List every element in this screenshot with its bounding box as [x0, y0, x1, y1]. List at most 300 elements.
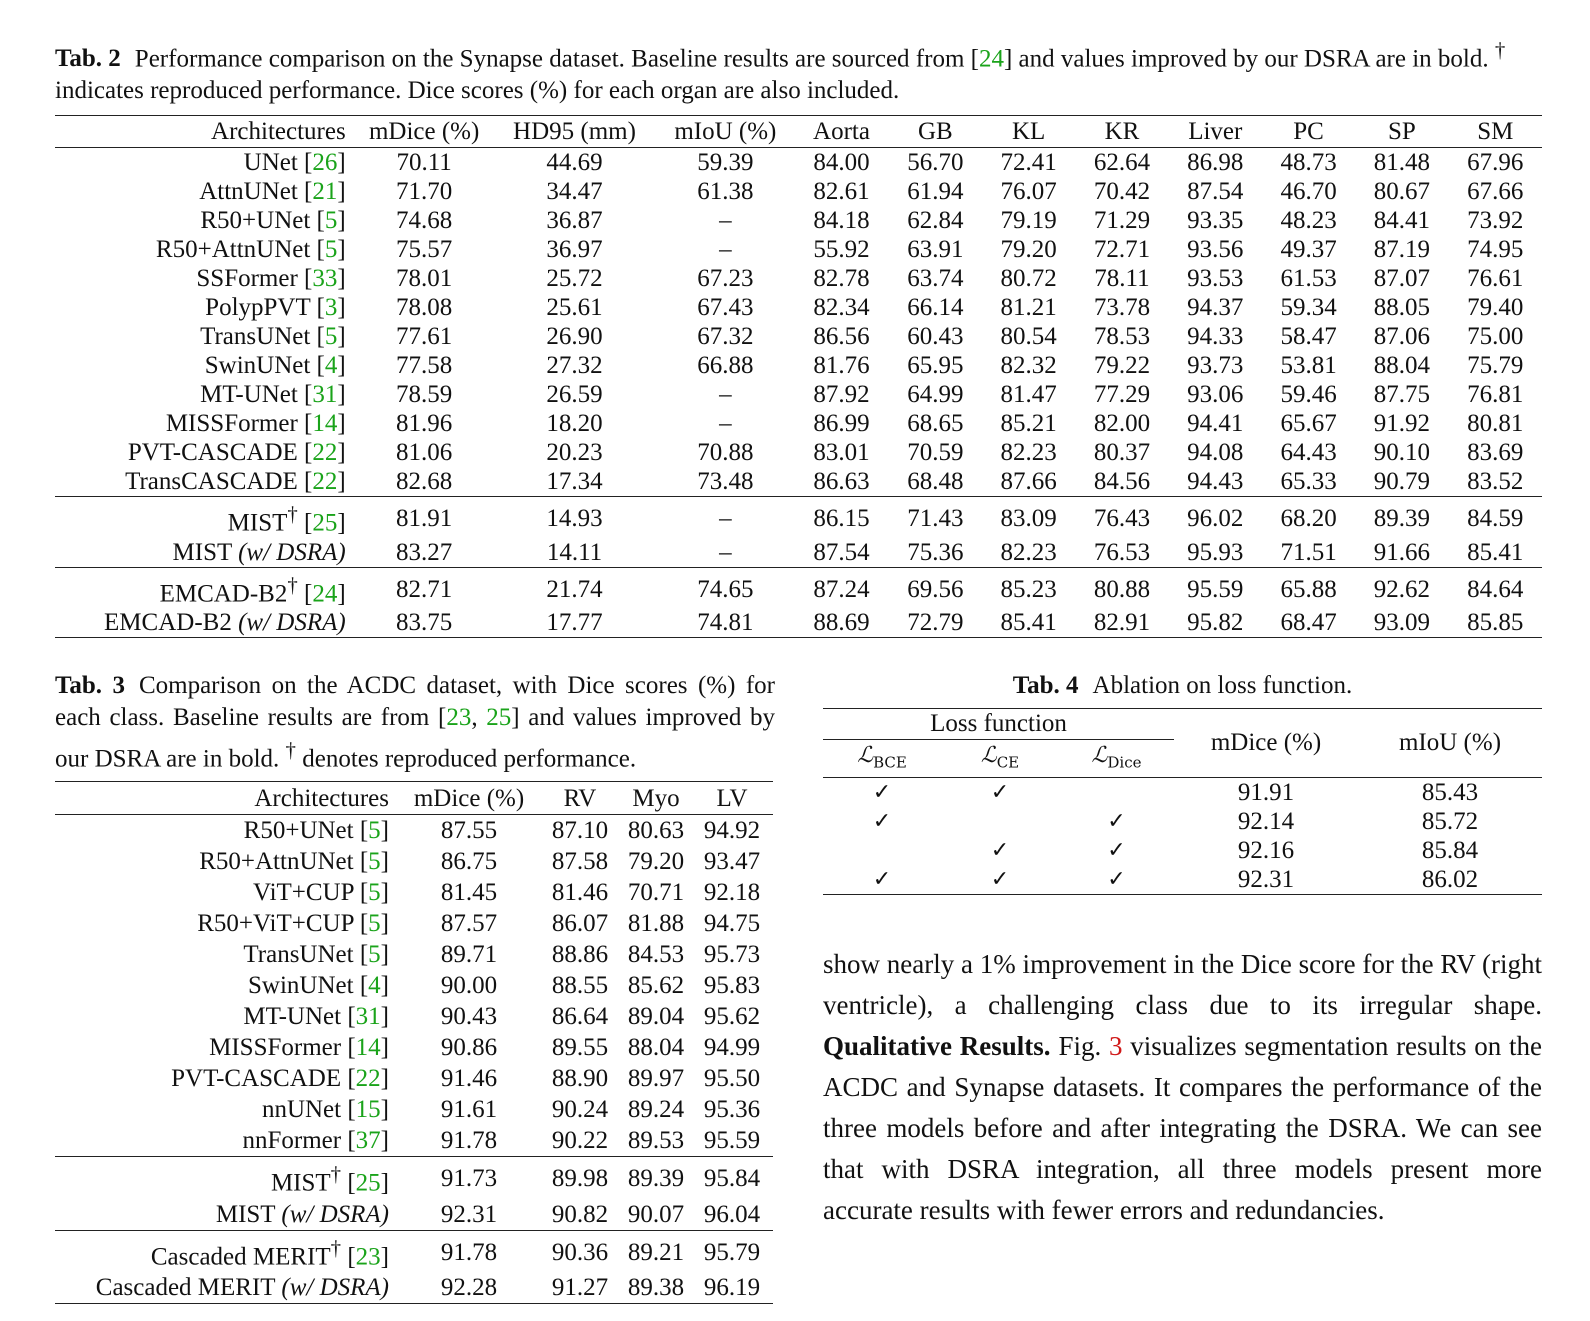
citation-link[interactable]: 23 [355, 1242, 381, 1270]
table-cell: 85.23 [982, 567, 1075, 608]
table-cell: 89.24 [627, 1096, 685, 1124]
table-cell: 90.86 [440, 1034, 498, 1062]
table-row-reproduced [55, 567, 1542, 608]
check-icon: ✓ [872, 809, 892, 835]
citation-link[interactable]: 15 [355, 1096, 381, 1124]
column-header: mDice (%) [356, 116, 493, 148]
architecture-name: ViT+CUP [5] [253, 879, 389, 907]
citation-link[interactable]: 5 [368, 817, 381, 845]
table-cell: 56.70 [907, 149, 964, 177]
table-row [823, 778, 1542, 808]
architecture-name: MIST (w/ DSRA) [215, 1200, 389, 1228]
table-cell: 84.00 [813, 149, 870, 177]
table-cell: 68.65 [907, 410, 964, 438]
table-cell: 91.61 [440, 1096, 498, 1124]
table-cell: 90.00 [440, 972, 498, 1000]
citation-link[interactable]: 26 [312, 149, 338, 177]
table-cell: 75.57 [396, 236, 453, 264]
table-cell: 67.66 [1467, 178, 1524, 206]
table-cell: 60.43 [907, 323, 964, 351]
table-cell: 68.47 [1262, 608, 1355, 638]
table-cell: 81.21 [1000, 294, 1057, 322]
table-cell: 61.53 [1280, 265, 1337, 293]
table-cell: 80.54 [1000, 323, 1057, 351]
architecture-name: MISSFormer [14] [165, 410, 346, 438]
table-cell: 70.71 [627, 879, 685, 907]
table-cell: 93.53 [1187, 265, 1244, 293]
column-header: Architectures [55, 116, 356, 148]
mdice-header: mDice (%) [1174, 709, 1358, 778]
table-cell: 83.01 [813, 439, 870, 467]
table-cell: 73.48 [697, 468, 754, 496]
table-cell: 81.88 [627, 910, 685, 938]
citation-link[interactable]: 14 [312, 410, 338, 438]
table-cell: 88.86 [551, 941, 609, 969]
empty-cell [1059, 778, 1174, 808]
table-row [55, 177, 1542, 206]
table-cell: 82.61 [813, 178, 870, 206]
architecture-name: TransCASCADE [22] [125, 468, 346, 496]
table-row-reproduced [55, 1230, 773, 1272]
architecture-name: Cascaded MERIT† [23] [55, 1230, 399, 1272]
table-cell: 91.78 [440, 1127, 498, 1155]
table-cell: 80.72 [1000, 265, 1057, 293]
table-cell: 89.71 [440, 941, 498, 969]
citation-link[interactable]: 5 [368, 879, 381, 907]
table-cell: 78.53 [1093, 323, 1151, 351]
table-cell: 59.46 [1280, 381, 1337, 409]
table-cell: 79.22 [1093, 352, 1151, 380]
table-cell: 84.18 [813, 207, 870, 235]
citation-link[interactable]: 4 [368, 972, 381, 1000]
citation-link[interactable]: 22 [355, 1065, 381, 1093]
table-cell: 95.59 [1169, 567, 1262, 608]
table-cell: 49.37 [1280, 236, 1337, 264]
column-header: Architectures [55, 782, 399, 815]
table-3-caption: Tab. 3 Comparison on the ACDC dataset, with Dice scores (%) for each class. Baseline results are from [23, 25] and values improved by our DSRA are in bold. † denotes reproduced performance. [55, 672, 775, 773]
column-header: RV [539, 782, 621, 815]
table-cell: 90.07 [627, 1200, 685, 1228]
table-cell: 94.92 [703, 817, 761, 845]
table-cell: 89.39 [621, 1157, 691, 1199]
table-cell: 96.02 [1169, 497, 1262, 538]
table-row [55, 1125, 773, 1157]
table-cell: 65.33 [1280, 468, 1337, 496]
table-cell: 82.32 [1000, 352, 1057, 380]
table-cell: 95.50 [703, 1065, 761, 1093]
table-cell: 91.78 [399, 1230, 539, 1272]
table-cell: 48.73 [1280, 149, 1337, 177]
table-row-ours [55, 538, 1542, 568]
column-header: KR [1075, 116, 1168, 148]
table-row [55, 1094, 773, 1125]
check-icon: ✓ [990, 780, 1010, 806]
table-cell: 67.96 [1467, 149, 1524, 177]
citation-link[interactable]: 22 [312, 439, 338, 467]
architecture-name: MIST† [25] [55, 1157, 399, 1199]
table-row [55, 235, 1542, 264]
architecture-name: nnFormer [37] [242, 1127, 389, 1155]
table-cell: 88.55 [551, 972, 609, 1000]
loss-function-header: Loss function [823, 709, 1174, 740]
table-cell: 76.07 [1000, 178, 1057, 206]
table-cell: 59.34 [1280, 294, 1337, 322]
table-cell: 73.78 [1093, 294, 1151, 322]
check-icon: ✓ [823, 865, 941, 895]
table-4 [823, 670, 1542, 895]
table-cell: 86.99 [813, 410, 870, 438]
citation-link[interactable]: 24 [312, 579, 338, 607]
table-cell: 95.36 [703, 1096, 761, 1124]
table-cell: 80.37 [1093, 439, 1151, 467]
table-cell: 76.43 [1075, 497, 1168, 538]
table-cell: 53.81 [1280, 352, 1337, 380]
architecture-name: AttnUNet [21] [199, 178, 346, 206]
table-cell: 91.92 [1373, 410, 1431, 438]
table-cell: 95.59 [703, 1127, 761, 1155]
table-cell: 25.72 [546, 265, 603, 293]
table-cell: 82.23 [1000, 439, 1057, 467]
table-cell: 26.90 [546, 323, 603, 351]
table-cell: 86.56 [813, 323, 870, 351]
acdc-results-table [55, 781, 773, 1304]
table-cell: – [719, 207, 732, 235]
citation-link[interactable]: 14 [355, 1034, 381, 1062]
table-cell: 81.96 [396, 410, 453, 438]
table-cell: 95.73 [703, 941, 761, 969]
table-4-caption: Tab. 4 Ablation on loss function. [1012, 672, 1353, 699]
table-cell: 70.11 [396, 149, 452, 177]
miou-cell: 85.43 [1421, 779, 1479, 807]
table-row [55, 380, 1542, 409]
table-row-ours [55, 1272, 773, 1304]
table-cell: 84.56 [1093, 468, 1151, 496]
table-cell: 95.93 [1187, 538, 1244, 566]
table-cell: 85.21 [1000, 410, 1057, 438]
column-header: LV [691, 782, 773, 815]
table-cell: 94.33 [1187, 323, 1244, 351]
table-cell: 89.04 [627, 1003, 685, 1031]
table-cell: 55.92 [813, 236, 870, 264]
architecture-name: TransUNet [5] [200, 323, 346, 351]
table-cell: 59.39 [697, 149, 754, 177]
table-cell: 89.39 [1355, 497, 1448, 538]
table-row [55, 1063, 773, 1094]
table-cell: 87.55 [440, 817, 498, 845]
citation-link[interactable]: 5 [368, 910, 381, 938]
architecture-name: EMCAD-B2† [24] [55, 567, 356, 608]
table-cell: 88.04 [1373, 352, 1431, 380]
table-row [55, 293, 1542, 322]
table-cell: 85.41 [1467, 538, 1524, 566]
table-cell: 91.46 [440, 1065, 498, 1093]
table-cell: 88.90 [551, 1065, 609, 1093]
table-row [55, 467, 1542, 497]
table-3-label: Tab. 3 [55, 672, 125, 699]
table-cell: 91.27 [539, 1272, 621, 1304]
table-row [823, 865, 1542, 895]
citation-link[interactable]: 33 [312, 265, 338, 293]
architecture-name: PVT-CASCADE [22] [171, 1065, 389, 1093]
table-cell: 70.42 [1093, 178, 1151, 206]
architecture-name: R50+UNet [5] [243, 817, 389, 845]
citation-link[interactable]: 31 [355, 1003, 381, 1031]
table-cell: – [719, 236, 732, 264]
table-cell: 25.61 [546, 294, 603, 322]
loss-ablation-table [823, 708, 1542, 895]
citation-link[interactable]: 22 [312, 468, 338, 496]
section-heading: Qualitative Results. [823, 1031, 1051, 1061]
table-cell: 91.73 [399, 1157, 539, 1199]
check-icon: ✓ [990, 838, 1010, 864]
table-cell: 68.48 [907, 468, 964, 496]
citation-link[interactable]: 21 [312, 178, 338, 206]
table-row [55, 1001, 773, 1032]
architecture-name: UNet [26] [243, 149, 346, 177]
column-header: Aorta [794, 116, 888, 148]
citation-link[interactable]: 5 [324, 323, 338, 351]
table-3 [55, 670, 775, 1304]
citation-link[interactable]: 23 [446, 704, 472, 731]
citation-link[interactable]: 25 [312, 509, 338, 537]
table-cell: 93.06 [1187, 381, 1244, 409]
table-cell: 63.74 [907, 265, 964, 293]
dagger-mark: † [330, 1235, 342, 1260]
table-cell: 70.88 [697, 439, 754, 467]
table-cell: 93.56 [1187, 236, 1244, 264]
table-cell: 34.47 [546, 178, 603, 206]
table-cell: 73.92 [1467, 207, 1524, 235]
table-cell: 66.88 [697, 352, 754, 380]
table-cell: 82.68 [396, 468, 453, 496]
table-cell: 94.99 [703, 1034, 761, 1062]
architecture-name: MT-UNet [31] [243, 1003, 389, 1031]
citation-link[interactable]: 25 [355, 1169, 381, 1197]
check-icon: ✓ [941, 865, 1059, 895]
table-row [55, 351, 1542, 380]
table-row-reproduced [55, 1157, 773, 1199]
table-2-caption: Tab. 2 Performance comparison on the Synapse dataset. Baseline results are sourced from [24] and values improved by our DSRA are in bold. † indicates reproduced performance. Dice scores (%) for each organ are also included. [55, 38, 1506, 105]
table-cell: 77.61 [396, 323, 453, 351]
table-row [55, 1032, 773, 1063]
table-cell: 84.59 [1449, 497, 1542, 538]
table-cell: 90.22 [551, 1127, 609, 1155]
table-cell: 92.28 [399, 1272, 539, 1304]
table-cell: 18.20 [546, 410, 603, 438]
table-cell: 90.79 [1373, 468, 1431, 496]
table-cell: 78.08 [396, 294, 453, 322]
table-row [55, 322, 1542, 351]
architecture-name: PVT-CASCADE [22] [127, 439, 346, 467]
table-cell: 58.47 [1280, 323, 1337, 351]
table-cell: 86.15 [794, 497, 888, 538]
citation-link[interactable]: 5 [368, 848, 381, 876]
table-cell: 79.40 [1467, 294, 1524, 322]
column-header: Myo [621, 782, 691, 815]
citation-link[interactable]: 31 [312, 381, 338, 409]
table-cell: 92.31 [440, 1200, 498, 1228]
table-row [55, 877, 773, 908]
table-cell: 87.75 [1373, 381, 1431, 409]
table-cell: 95.82 [1169, 608, 1262, 638]
architecture-name: EMCAD-B2 (w/ DSRA) [55, 608, 356, 638]
table-cell: 75.36 [907, 538, 964, 566]
check-icon: ✓ [1107, 838, 1126, 864]
table-cell: 64.99 [907, 381, 964, 409]
table-row [55, 206, 1542, 235]
column-header: mIoU (%) [656, 116, 794, 148]
citation-link[interactable]: 25 [486, 704, 512, 731]
table-cell: – [719, 410, 732, 438]
table-cell: 78.59 [396, 381, 453, 409]
table-cell: 83.69 [1467, 439, 1524, 467]
table-cell: 94.43 [1187, 468, 1244, 496]
table-cell: 94.08 [1187, 439, 1244, 467]
mdice-cell: 92.16 [1237, 837, 1295, 865]
table-cell: 46.70 [1280, 178, 1337, 206]
table-cell: 62.64 [1093, 149, 1151, 177]
table-cell: 87.54 [1187, 178, 1244, 206]
architecture-name: MISSFormer [14] [209, 1034, 389, 1062]
table-cell: 81.06 [396, 439, 453, 467]
table-cell: 20.23 [546, 439, 603, 467]
table-cell: 48.23 [1280, 207, 1337, 235]
loss-symbol-header: ℒ$_{CE}$ [941, 740, 1059, 778]
architecture-name: nnUNet [15] [261, 1096, 389, 1124]
table-cell: 82.91 [1075, 608, 1168, 638]
table-cell: 71.51 [1280, 538, 1337, 566]
table-cell: 85.62 [627, 972, 685, 1000]
dagger-mark: † [287, 502, 298, 527]
architecture-name: Cascaded MERIT (w/ DSRA) [55, 1272, 399, 1304]
table-cell: 76.61 [1467, 265, 1524, 293]
table-header-row [55, 782, 773, 815]
table-cell: 71.43 [889, 497, 982, 538]
table-cell: 81.47 [1000, 381, 1057, 409]
table-cell: 79.20 [1000, 236, 1057, 264]
table-cell: 61.38 [697, 178, 754, 206]
table-cell: 81.48 [1373, 149, 1431, 177]
table-cell: 83.09 [982, 497, 1075, 538]
table-row [55, 409, 1542, 438]
table-cell: 80.88 [1075, 567, 1168, 608]
table-cell: 14.93 [493, 497, 657, 538]
table-cell: 95.79 [691, 1230, 773, 1272]
table-cell: 86.75 [440, 848, 498, 876]
table-cell: 72.41 [1000, 149, 1057, 177]
table-cell: 65.88 [1262, 567, 1355, 608]
table-row [55, 908, 773, 939]
citation-link[interactable]: 5 [324, 236, 338, 264]
column-header: Liver [1169, 116, 1262, 148]
miou-cell: 85.72 [1421, 808, 1479, 836]
table-cell: 27.32 [546, 352, 603, 380]
citation-link[interactable]: 4 [324, 352, 338, 380]
miou-cell: 85.84 [1421, 837, 1479, 865]
table-cell: 90.82 [551, 1200, 609, 1228]
table-row [823, 807, 1542, 836]
table-cell: 93.47 [703, 848, 761, 876]
table-cell: 79.20 [627, 848, 685, 876]
table-cell: 89.97 [627, 1065, 685, 1093]
mdice-cell: 92.14 [1237, 808, 1295, 836]
table-cell: 86.98 [1187, 149, 1244, 177]
table-cell: 71.70 [396, 178, 453, 206]
mdice-cell: 91.91 [1237, 779, 1295, 807]
table-cell: 76.81 [1467, 381, 1524, 409]
table-cell: – [719, 381, 732, 409]
table-cell: 92.62 [1355, 567, 1448, 608]
table-cell: 80.81 [1467, 410, 1524, 438]
table-cell: 86.64 [551, 1003, 609, 1031]
table-2-label: Tab. 2 [55, 45, 121, 73]
table-row [55, 815, 773, 847]
architecture-name: PolypPVT [3] [205, 294, 346, 322]
citation-link[interactable]: 3 [324, 294, 338, 322]
citation-link[interactable]: 5 [324, 207, 338, 235]
table-row [55, 846, 773, 877]
table-cell: 84.53 [627, 941, 685, 969]
table-cell: – [656, 497, 794, 538]
table-cell: 66.14 [907, 294, 964, 322]
table-cell: 75.00 [1467, 323, 1524, 351]
citation-link[interactable]: 37 [355, 1127, 381, 1155]
table-cell: 80.63 [627, 817, 685, 845]
table-cell: 87.92 [813, 381, 870, 409]
table-cell: 74.81 [656, 608, 794, 638]
miou-cell: 86.02 [1358, 865, 1542, 895]
table-cell: 79.19 [1000, 207, 1057, 235]
table-cell: 87.07 [1373, 265, 1431, 293]
table-cell: 78.01 [396, 265, 453, 293]
table-cell: 77.29 [1093, 381, 1151, 409]
figure-link[interactable]: 3 [1108, 1031, 1123, 1061]
table-cell: 74.65 [656, 567, 794, 608]
column-header: HD95 (mm) [493, 116, 657, 148]
table-cell: 94.37 [1187, 294, 1244, 322]
table-cell: 85.85 [1449, 608, 1542, 638]
column-header: mDice (%) [399, 782, 539, 815]
table-cell: 88.05 [1373, 294, 1431, 322]
table-cell: 94.41 [1187, 410, 1244, 438]
empty-cell [823, 836, 941, 865]
table-cell: 87.24 [794, 567, 888, 608]
table-cell: 87.57 [440, 910, 498, 938]
table-cell: 63.91 [907, 236, 964, 264]
table-cell: 70.59 [907, 439, 964, 467]
table-cell: 95.62 [703, 1003, 761, 1031]
table-row [55, 148, 1542, 178]
table-cell: 72.79 [889, 608, 982, 638]
architecture-name: MIST (w/ DSRA) [172, 538, 346, 566]
citation-link[interactable]: 5 [368, 941, 381, 969]
mdice-cell: 92.31 [1174, 865, 1358, 895]
miou-header: mIoU (%) [1358, 709, 1542, 778]
table-row [55, 939, 773, 970]
column-header: GB [889, 116, 982, 148]
body-text: show nearly a 1% improvement in the Dice score for the RV (right ventricle), a challenging class due to its irregular shape. Qualitative Results. Fig. 3 visualizes segmentation results on the ACDC and Synapse datasets. It compares the performance of the three models before and after integrating the DSRA. We can see that with DSRA integration, all three models present more accurate results with fewer errors and redundancies. [823, 949, 1542, 1225]
table-cell: 87.19 [1373, 236, 1431, 264]
table-row [823, 836, 1542, 865]
table-cell: 89.21 [621, 1230, 691, 1272]
table-cell: 95.83 [703, 972, 761, 1000]
table-cell: 96.19 [691, 1272, 773, 1304]
table-cell: 90.24 [551, 1096, 609, 1124]
column-header: PC [1262, 116, 1355, 148]
architecture-name: MIST† [25] [55, 497, 356, 538]
table-cell: 44.69 [546, 149, 603, 177]
citation-link[interactable]: 24 [978, 45, 1004, 73]
